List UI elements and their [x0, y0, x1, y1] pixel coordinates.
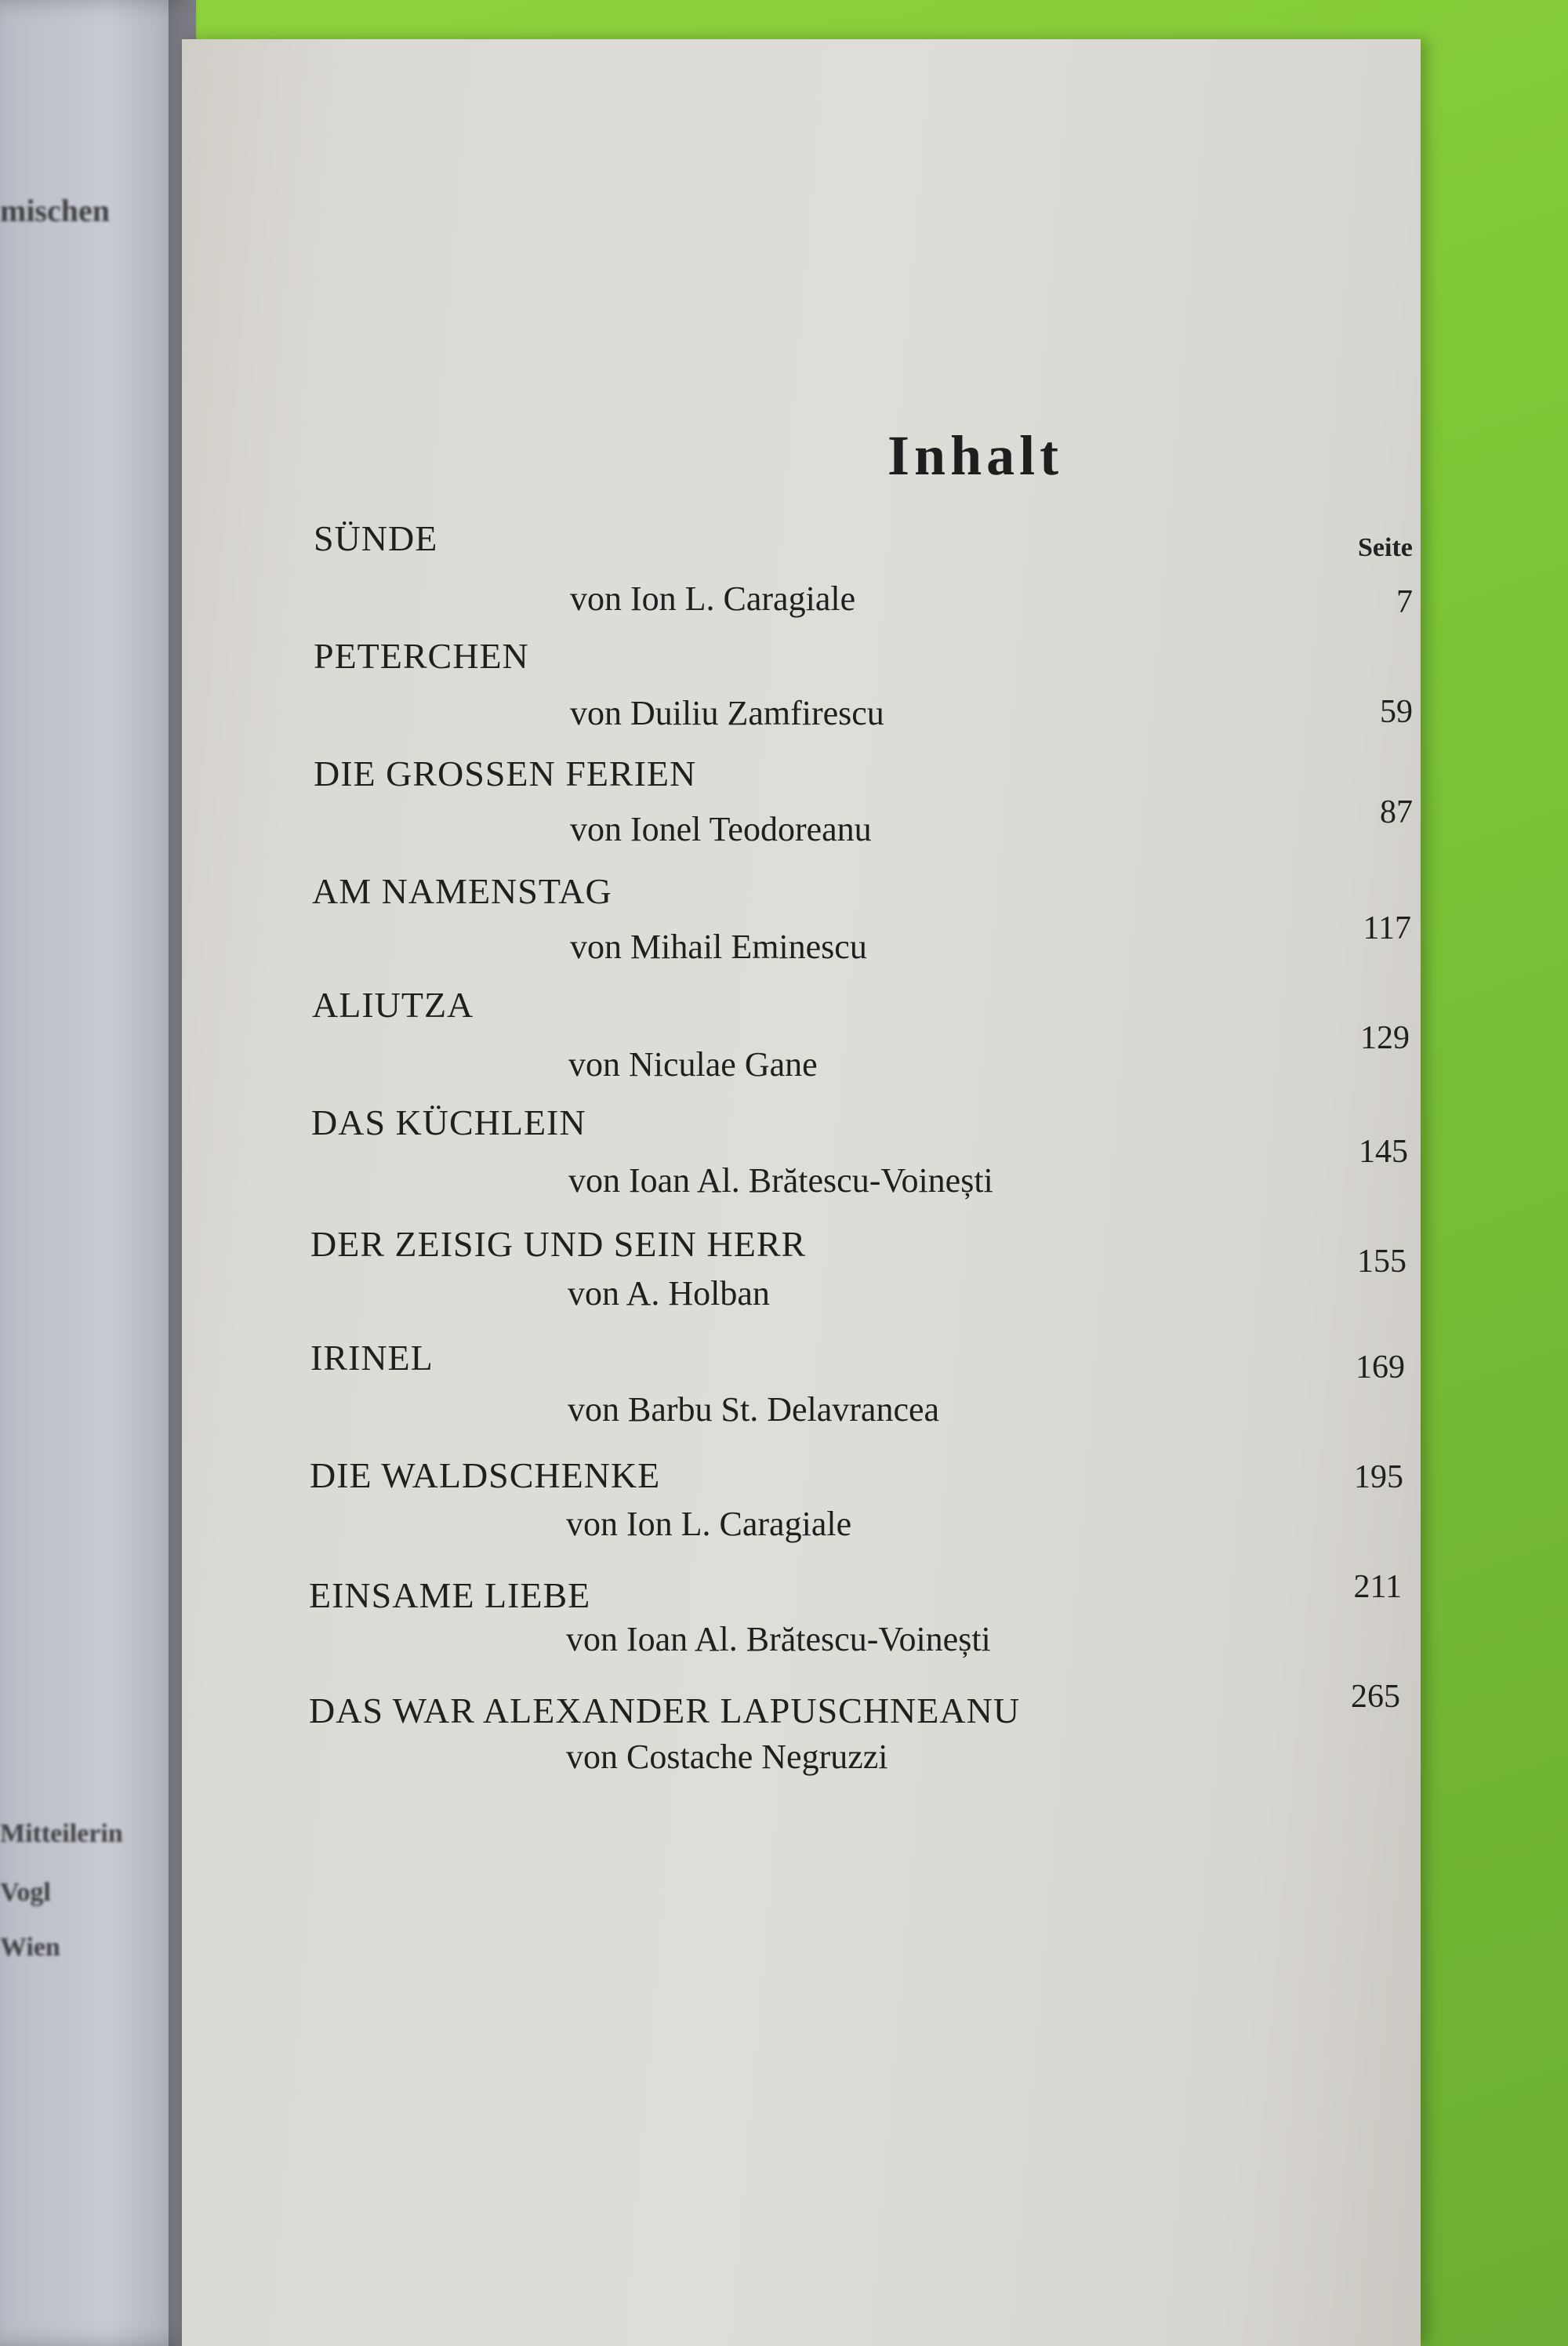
entry-title: ALIUTZA [312, 985, 474, 1025]
entry-title: SÜNDE [314, 518, 438, 558]
entry-title: EINSAME LIEBE [309, 1575, 591, 1615]
entry-title: DIE GROSSEN FERIEN [314, 754, 697, 794]
entry-title: DER ZEISIG UND SEIN HERR [310, 1224, 807, 1264]
entry-author: von Barbu St. Delavrancea [568, 1390, 940, 1429]
entry-author: von A. Holban [568, 1274, 770, 1313]
contents-page [182, 39, 1421, 2346]
entry-title: PETERCHEN [314, 636, 529, 676]
entry-author: von Ionel Teodoreanu [570, 810, 872, 848]
entry-page-number: 145 [1359, 1134, 1408, 1170]
entry-page-number: 265 [1351, 1679, 1400, 1715]
entry-page-number: 59 [1380, 694, 1413, 730]
entry-title: AM NAMENSTAG [312, 871, 612, 911]
entry-author: von Costache Negruzzi [566, 1738, 888, 1776]
entry-author: von Mihail Eminescu [570, 928, 867, 966]
entry-page-number: 211 [1353, 1569, 1402, 1605]
bleed-through-text: Vogl [0, 1878, 51, 1907]
entry-page-number: 117 [1363, 910, 1411, 946]
bleed-through-text: Wien [0, 1933, 60, 1962]
entry-author: von Ion L. Caragiale [570, 579, 856, 618]
entry-author: von Ioan Al. Brătescu-Voinești [568, 1161, 993, 1200]
entry-title: IRINEL [310, 1338, 434, 1378]
page-column-header: Seite [1358, 533, 1413, 562]
page-title: Inhalt [887, 424, 1064, 487]
entry-author: von Duiliu Zamfirescu [570, 694, 884, 732]
entry-page-number: 155 [1357, 1244, 1406, 1280]
entry-title: DAS WAR ALEXANDER LAPUSCHNEANU [309, 1690, 1021, 1730]
entry-title: DIE WALDSCHENKE [310, 1455, 661, 1495]
bleed-through-text: Mitteilerin [0, 1819, 123, 1848]
entry-page-number: 129 [1360, 1020, 1410, 1056]
entry-title: DAS KÜCHLEIN [311, 1102, 586, 1142]
entry-page-number: 195 [1354, 1459, 1403, 1495]
entry-author: von Ioan Al. Brătescu-Voinești [566, 1620, 991, 1658]
entry-author: von Ion L. Caragiale [566, 1505, 852, 1543]
bleed-through-text: mischen [0, 193, 110, 228]
entry-page-number: 87 [1380, 794, 1413, 830]
entry-author: von Niculae Gane [568, 1045, 818, 1084]
left-page [0, 0, 196, 2346]
entry-page-number: 169 [1356, 1349, 1405, 1385]
entry-page-number: 7 [1396, 584, 1413, 620]
